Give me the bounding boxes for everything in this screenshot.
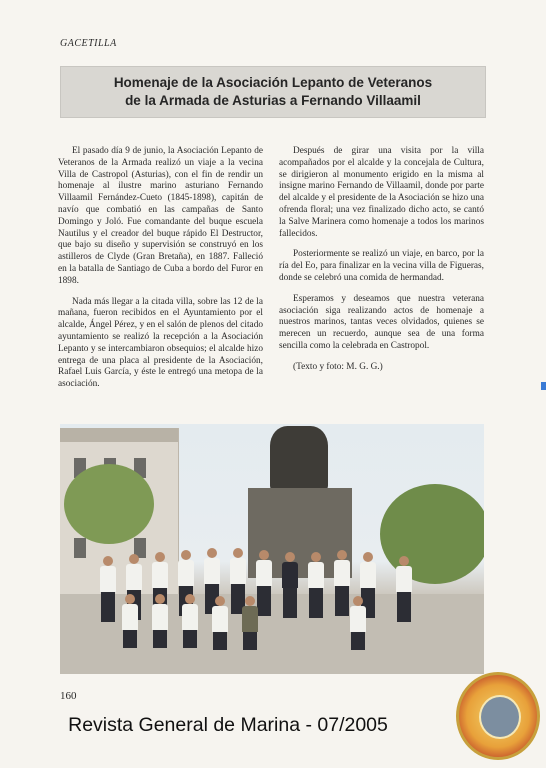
monument-statue [270,426,328,492]
page-number: 160 [60,690,77,702]
paragraph: Posteriormente se realizó un viaje, en barco, por la ría del Eo, para finalizar en la vecina villa de Figueras, donde se celebró una comida de hermandad. [279,249,484,283]
photo-credit: (Texto y foto: M. G. G.) [293,361,383,372]
text-column-left [58,146,263,400]
paragraph: Esperamos y deseamos que nuestra veterana asociación siga realizando actos de homenaje a nuestros marinos, tantas veces olvidados, quienes se merecen un recuerdo, aunque sea de una forma sencilla como la celebrada en Castropol. [279,293,484,351]
article-title [60,66,486,118]
group-photo [60,424,484,674]
association-seal-icon [456,672,540,760]
section-header: GACETILLA [60,38,117,49]
paragraph: Nada más llegar a la citada villa, sobre las 12 de la mañana, fueron recibidos en el Ayuntamiento por el alcalde, Ángel Pérez, y en el salón de plenos del citado ayuntamiento se realizó la recepción a la Asociación Lepanto y se intercambiaron obsequios; el alcalde hizo entrega de una placa al presidente de la Asociación, Rafael Luis García, y éste le entregó una metopa de la asociación. [58,296,263,390]
paragraph: El pasado día 9 de junio, la Asociación Lepanto de Veteranos de la Armada realizó un viaje a la vecina Villa de Castropol (Asturias), con el fin de rendir un homenaje al ilustre marino asturiano Fernando Villaamil Fernández-Cueto (1845-1898), capitán de navío que combatió en las campañas de Santo Domingo y Joló. Fue comandante del buque escuela Nautilus y el creador del buque rápido El Destructor, que bajo su diseño y supervisión se construyó en los astilleros de Clyde (Gran Bretaña), en 1887. Falleció en la batalla de Santiago de Cuba a bordo del Furor en 1898. [58,146,263,286]
title-line-1: Homenaje de la Asociación Lepanto de Veteranos [113,75,433,90]
paragraph: Después de girar una visita por la villa acompañados por el alcalde y la concejala de Cultura, se dirigieron al monumento erigido en la misma al insigne marino Fernando de Villaamil, donde por parte del alcalde y el presidente de la Asociación se hizo una ofrenda floral; una vez finalizado dicho acto, se cantó la Salve Marinera como homenaje a todos los marinos fallecidos. [279,146,484,239]
edge-marker [541,382,546,390]
title-line-2: de la Armada de Asturias a Fernando Villaamil [125,93,421,108]
text-column-right [279,146,484,383]
image-caption: Revista General de Marina - 07/2005 [68,714,388,736]
